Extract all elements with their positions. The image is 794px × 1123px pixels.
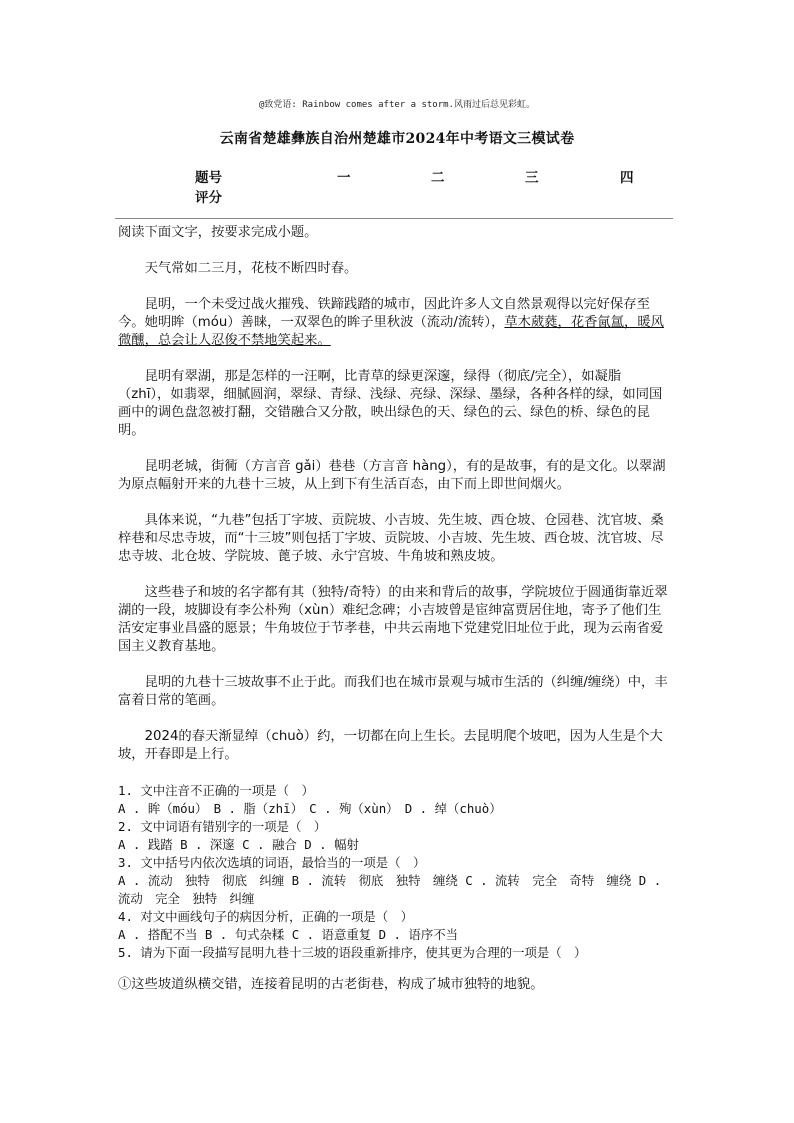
question-2-options: A . 践踏 B . 深邃 C . 融合 D . 幅射 [118, 837, 359, 852]
question-1-stem: 1. 文中注音不正确的一项是（ ） [118, 783, 314, 798]
score-column-3: 三 [525, 170, 539, 186]
underlined-sentence: 草木葳蕤，花香氤氲，暖风微醺，总会让人忍俊不禁地笑起来。 [118, 315, 664, 348]
reading-instruction: 阅读下面文字，按要求完成小题。 [118, 225, 318, 240]
page-title: 云南省楚雄彝族自治州楚雄市2024年中考语文三模试卷 [219, 131, 575, 147]
score-column-1: 一 [337, 170, 351, 186]
score-row-label: 题号 [195, 170, 222, 186]
score-column-4: 四 [620, 170, 634, 186]
question-2-stem: 2. 文中词语有错别字的一项是（ ） [118, 819, 327, 834]
score-label: 评分 [195, 190, 222, 206]
header-divider [115, 218, 673, 219]
score-row-scores [195, 186, 665, 206]
passage-paragraph-3: 昆明有翠湖，那是怎样的一汪啊，比青草的绿更深邃，绿得（彻底/完全），如凝脂（zhī），如翡翠，细腻圆润，翠绿、青绿、浅绿、亮绿、深绿、墨绿，各种各样的绿，如同国画中的调色盘忽被打翻，交错融合又分散，映出绿色的天、绿色的云、绿色的桥、绿色的昆明。 [118, 369, 663, 438]
passage-paragraph-2 [118, 296, 670, 350]
question-4-stem: 4. 对文中画线句子的病因分析，正确的一项是（ ） [118, 909, 413, 924]
question-list [118, 782, 670, 962]
passage-paragraph-7: 昆明的九巷十三坡故事不止于此。而我们也在城市景观与城市生活的（纠缠/缠绕）中，丰富着日常的笔画。 [118, 675, 668, 708]
ordering-sentence-1: ①这些坡道纵横交错，连接着昆明的古老街巷，构成了城市独特的地貌。 [118, 977, 544, 992]
passage-paragraph-6: 这些巷子和坡的名字都有其（独特/奇特）的由来和背后的故事，学院坡位于圆通街靠近翠湖的一段，坡脚设有李公朴殉（xùn）难纪念碑；小吉坡曾是宦绅富贾居住地，寄予了他们生活安定事业昌盛的愿景；牛角坡位于节孝巷，中共云南地下党建党旧址位于此，现为云南省爱国主义教育基地。 [118, 585, 668, 654]
passage-paragraph-5: 具体来说，“九巷”包括丁字坡、贡院坡、小吉坡、先生坡、西仓坡、仓园巷、沈官坡、桑梓巷和尽忠寺坡，而“十三坡”则包括丁字坡、贡院坡、小吉坡、先生坡、西仓坡、沈官坡、尽忠寺坡、北仓坡、学院坡、蓖子坡、永宁宫坡、牛角坡和熟皮坡。 [118, 513, 664, 564]
question-5-stem: 5. 请为下面一段描写昆明九巷十三坡的语段重新排序，使其更为合理的一项是（ ） [118, 945, 587, 960]
question-3-stem: 3. 文中括号内依次选填的词语，最恰当的一项是（ ） [118, 855, 426, 870]
score-table [195, 166, 665, 206]
score-row-numbers [195, 166, 665, 186]
passage-paragraph-2-text: 昆明，一个未受过战火摧残、铁蹄践踏的城市，因此许多人文自然景观得以完好保存至今。她明眸（móu）善睐，一双翠色的眸子里秋波（流动/流转）， [118, 297, 650, 330]
question-1-options: A . 眸（móu） B . 脂（zhī） C . 殉（xùn） D . 绰（chuò） [118, 801, 502, 816]
passage-paragraph-8: 2024的春天渐显绰（chuò）约，一切都在向上生长。去昆明爬个坡吧，因为人生是个大坡，开春即是上行。 [118, 729, 663, 762]
question-3-options: A . 流动 独特 彻底 纠缠 B . 流转 彻底 独特 缠绕 C . 流转 完全 奇特 缠绕 D . 流动 完全 独特 纠缠 [118, 873, 669, 906]
score-column-2: 二 [431, 170, 445, 186]
passage-paragraph-4: 昆明老城，街衕（方言音 gǎi）巷巷（方言音 hàng），有的是故事，有的是文化。以翠湖为原点幅射开来的九巷十三坡，从上到下有生活百态，由下而上即世间烟火。 [118, 459, 666, 492]
motto-line: @致党语: Rainbow comes after a storm.风雨过后总见彩虹。 [259, 100, 535, 110]
question-4-options: A . 搭配不当 B . 句式杂糅 C . 语意重复 D . 语序不当 [118, 927, 458, 942]
passage-paragraph-1: 天气常如二三月，花枝不断四时春。 [144, 261, 358, 276]
exam-content [118, 224, 670, 994]
